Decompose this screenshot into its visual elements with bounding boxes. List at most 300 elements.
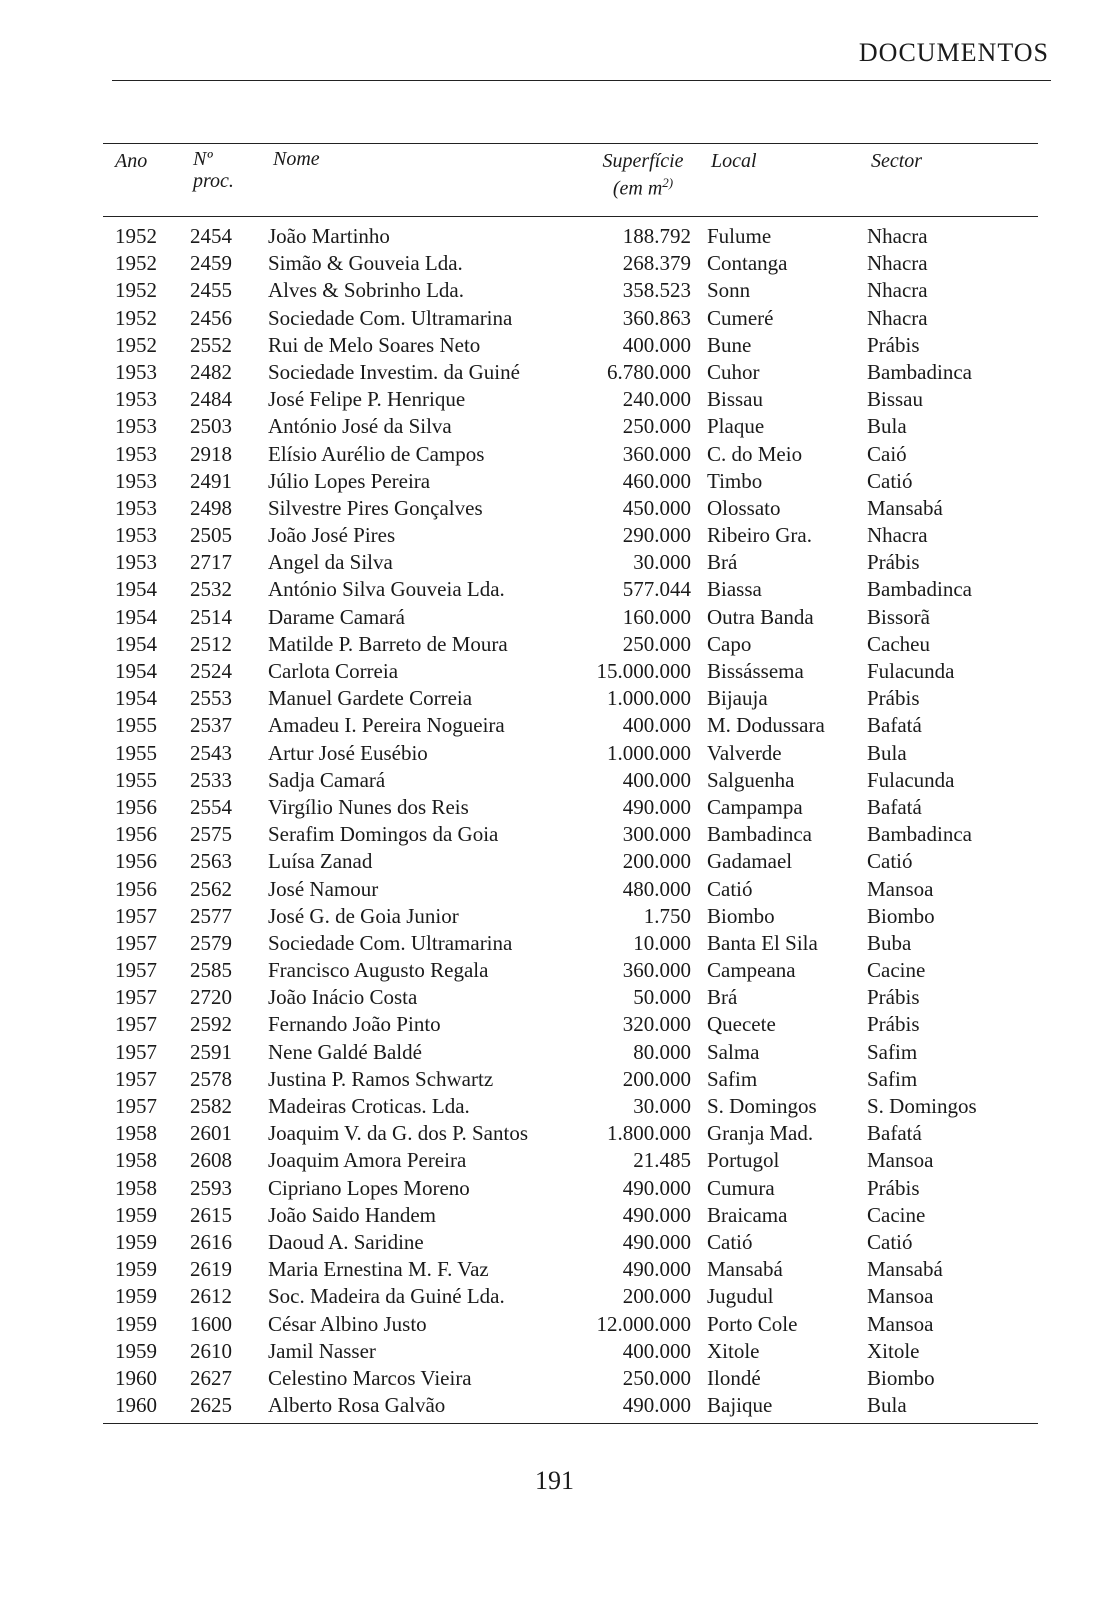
cell-proc: 2717 [190,550,232,575]
cell-superficie: 250.000 [622,414,691,439]
cell-local: Mansabá [707,1257,783,1282]
cell-ano: 1954 [115,686,157,711]
cell-sector: Cacine [867,958,926,983]
table-row [103,712,1038,739]
cell-superficie: 1.000.000 [607,740,691,765]
page-number: 191 [535,1466,574,1495]
cell-ano: 1957 [115,1066,157,1091]
cell-proc: 2533 [190,767,232,792]
header-ano: Ano [115,150,148,172]
cell-superficie: 15.000.000 [596,659,691,683]
cell-proc: 2562 [190,876,232,901]
cell-superficie: 30.000 [633,550,691,575]
cell-superficie: 1.000.000 [607,686,691,711]
cell-nome: Darame Camará [268,604,406,629]
table-row [103,794,1038,821]
table-row [103,1175,1038,1202]
cell-superficie: 250.000 [622,1365,691,1390]
cell-ano: 1957 [115,958,157,983]
cell-superficie: 400.000 [622,713,691,738]
cell-proc: 1600 [190,1311,232,1336]
cell-nome: António José da Silva [268,414,452,439]
cell-proc: 2582 [190,1094,232,1118]
cell-nome: Justina P. Ramos Schwartz [268,1066,494,1091]
cell-nome: Rui de Melo Soares Neto [268,332,481,357]
cell-local: C. do Meio [707,441,803,466]
table-row [103,604,1038,631]
cell-nome: Serafim Domingos da Goia [268,822,499,847]
cell-ano: 1957 [115,903,157,928]
cell-ano: 1953 [115,550,157,575]
cell-superficie: 21.485 [633,1148,691,1173]
table-row [103,984,1038,1011]
table-row [103,1283,1038,1310]
cell-sector: Bula [867,1393,907,1418]
table-row [103,468,1038,495]
table-row [103,332,1038,359]
cell-proc: 2577 [190,903,232,928]
cell-nome: Silvestre Pires Gonçalves [268,495,483,520]
cell-local: Banta El Sila [707,930,818,955]
cell-local: Ribeiro Gra. [707,523,812,548]
table-bottom-rule [103,1423,1038,1424]
cell-ano: 1953 [115,468,157,493]
cell-proc: 2532 [190,577,232,602]
cell-ano: 1953 [115,387,157,412]
cell-sector: Nhacra [867,305,928,330]
cell-proc: 2720 [190,985,232,1010]
cell-local: Contanga [707,251,788,276]
cell-sector: Mansoa [867,1311,934,1336]
cell-proc: 2514 [190,604,232,629]
cell-proc: 2552 [190,332,232,357]
cell-superficie: 250.000 [622,631,691,656]
table-row [103,848,1038,875]
cell-superficie: 6.780.000 [607,359,691,384]
cell-ano: 1952 [115,251,157,276]
cell-proc: 2579 [190,930,232,955]
cell-sector: Prábis [867,332,920,357]
cell-proc: 2537 [190,713,232,738]
cell-nome: Sociedade Com. Ultramarina [268,930,513,955]
cell-nome: Alberto Rosa Galvão [268,1393,446,1418]
cell-proc: 2455 [190,278,232,303]
cell-local: Quecete [707,1012,776,1037]
cell-local: Safim [707,1066,758,1091]
cell-superficie: 360.000 [622,958,691,983]
table-header-row [103,144,1038,216]
cell-proc: 2619 [190,1257,232,1282]
cell-local: Bune [707,332,752,357]
table-row [103,305,1038,332]
cell-sector: Xitole [867,1338,920,1363]
table-row [103,930,1038,957]
cell-sector: Mansabá [867,1257,943,1282]
header-superficie-sup: 2) [662,175,674,190]
cell-nome: Manuel Gardete Correia [268,686,473,711]
cell-superficie: 490.000 [622,1175,691,1200]
table-row [103,1392,1038,1419]
cell-sector: Bambadinca [867,359,972,384]
table-row [103,658,1038,685]
cell-ano: 1959 [115,1202,157,1227]
cell-proc: 2543 [190,740,232,765]
header-superficie-line2: (em m [612,177,663,200]
table-row [103,1011,1038,1038]
table-row [103,1256,1038,1283]
cell-proc: 2484 [190,387,232,412]
cell-proc: 2454 [190,224,232,248]
cell-nome: Nene Galdé Baldé [268,1039,422,1064]
cell-superficie: 12.000.000 [596,1311,691,1336]
cell-local: Brá [707,985,738,1010]
table-row [103,957,1038,984]
cell-proc: 2456 [190,305,232,330]
cell-sector: Safim [867,1039,918,1064]
cell-sector: Nhacra [867,224,928,248]
cell-proc: 2524 [190,659,232,683]
table-row [103,740,1038,767]
cell-nome: Fernando João Pinto [268,1012,441,1037]
cell-local: Biombo [707,903,775,928]
cell-ano: 1955 [115,713,157,738]
cell-sector: Biombo [867,903,935,928]
cell-sector: Bula [867,740,907,765]
cell-ano: 1954 [115,604,157,629]
cell-ano: 1957 [115,1039,157,1064]
cell-ano: 1953 [115,495,157,520]
cell-ano: 1954 [115,631,157,656]
cell-nome: Sociedade Com. Ultramarina [268,305,513,330]
cell-nome: João Saido Handem [268,1202,436,1227]
cell-ano: 1959 [115,1338,157,1363]
cell-superficie: 200.000 [622,849,691,874]
cell-nome: Júlio Lopes Pereira [268,468,431,493]
cell-local: Sonn [707,278,751,303]
cell-nome: José Namour [268,876,379,901]
cell-ano: 1955 [115,740,157,765]
cell-proc: 2918 [190,441,232,466]
cell-nome: Luísa Zanad [268,849,373,874]
table-row [103,549,1038,576]
cell-nome: Alves & Sobrinho Lda. [268,278,464,303]
cell-superficie: 480.000 [622,876,691,901]
table-row [103,413,1038,440]
cell-local: Cuhor [707,359,760,384]
cell-sector: Bambadinca [867,822,972,847]
cell-sector: Nhacra [867,278,928,303]
cell-sector: Safim [867,1066,918,1091]
cell-proc: 2625 [190,1393,232,1418]
cell-nome: Amadeu I. Pereira Nogueira [268,713,505,738]
cell-local: Ilondé [707,1365,761,1390]
cell-sector: Mansoa [867,1284,934,1309]
cell-superficie: 80.000 [633,1039,691,1064]
cell-proc: 2616 [190,1229,232,1254]
cell-sector: Bissorã [867,604,930,629]
cell-local: Capo [707,631,752,656]
cell-nome: José Felipe P. Henrique [268,387,466,412]
cell-nome: Elísio Aurélio de Campos [268,441,485,466]
cell-sector: Bafatá [867,1121,922,1146]
cell-ano: 1956 [115,794,157,819]
cell-nome: Sadja Camará [268,767,386,792]
cell-sector: Bafatá [867,794,922,819]
cell-local: Salguenha [707,767,795,792]
cell-local: Portugol [707,1148,780,1173]
header-proc-line1: Nº [193,148,213,170]
cell-superficie: 490.000 [622,794,691,819]
cell-superficie: 358.523 [622,278,691,303]
cell-nome: Artur José Eusébio [268,740,428,765]
cell-local: Bajique [707,1393,773,1418]
cell-proc: 2554 [190,794,232,819]
cell-ano: 1952 [115,332,157,357]
cell-sector: Fulacunda [867,659,955,683]
cell-superficie: 450.000 [622,495,691,520]
cell-superficie: 200.000 [622,1066,691,1091]
cell-superficie: 400.000 [622,767,691,792]
cell-sector: Catió [867,849,913,874]
cell-sector: Prábis [867,985,920,1010]
cell-superficie: 30.000 [633,1094,691,1118]
cell-sector: Cacine [867,1202,926,1227]
cell-proc: 2563 [190,849,232,874]
cell-proc: 2593 [190,1175,232,1200]
cell-sector: Cacheu [867,631,930,656]
cell-ano: 1952 [115,305,157,330]
cell-sector: Fulacunda [867,767,955,792]
cell-superficie: 1.750 [643,903,691,928]
cell-local: Gadamael [707,849,793,874]
cell-ano: 1958 [115,1175,157,1200]
table-row [103,767,1038,794]
cell-ano: 1959 [115,1229,157,1254]
cell-nome: Joaquim V. da G. dos P. Santos [268,1121,529,1146]
cell-nome: António Silva Gouveia Lda. [268,577,505,602]
cell-sector: Biombo [867,1365,935,1390]
cell-local: Cumura [707,1175,775,1200]
cell-local: Outra Banda [707,604,814,629]
cell-sector: S. Domingos [867,1094,977,1118]
cell-local: S. Domingos [707,1094,817,1118]
cell-superficie: 50.000 [633,985,691,1010]
cell-ano: 1957 [115,985,157,1010]
cell-sector: Prábis [867,1175,920,1200]
table-row [103,495,1038,522]
cell-local: Catió [707,876,753,901]
cell-ano: 1959 [115,1257,157,1282]
table-row [103,1338,1038,1365]
cell-proc: 2498 [190,495,232,520]
cell-superficie: 188.792 [622,224,691,248]
header-local: Local [711,150,757,172]
cell-local: Olossato [707,495,781,520]
table-row [103,223,1038,250]
cell-local: M. Dodussara [707,713,825,738]
header-proc [193,148,234,192]
table-row [103,1093,1038,1120]
cell-local: Brá [707,550,738,575]
table-row [103,1202,1038,1229]
cell-proc: 2615 [190,1202,232,1227]
cell-nome: Simão & Gouveia Lda. [268,251,463,276]
cell-nome: Sociedade Investim. da Guiné [268,359,520,384]
cell-local: Bijauja [707,686,768,711]
cell-nome: Virgílio Nunes dos Reis [268,794,469,819]
table-row [103,1066,1038,1093]
cell-sector: Bula [867,414,907,439]
cell-proc: 2601 [190,1121,232,1146]
cell-local: Catió [707,1229,753,1254]
cell-ano: 1959 [115,1311,157,1336]
cell-ano: 1954 [115,577,157,602]
table-row [103,576,1038,603]
cell-nome: Francisco Augusto Regala [268,958,489,983]
cell-proc: 2575 [190,822,232,847]
cell-superficie: 290.000 [622,523,691,548]
cell-local: Bissau [707,387,764,412]
cell-ano: 1956 [115,849,157,874]
cell-superficie: 460.000 [622,468,691,493]
cell-nome: Daoud A. Saridine [268,1229,424,1254]
cell-proc: 2608 [190,1148,232,1173]
cell-sector: Nhacra [867,523,928,548]
cell-superficie: 400.000 [622,1338,691,1363]
cell-sector: Nhacra [867,251,928,276]
cell-nome: João Inácio Costa [268,985,418,1010]
cell-sector: Catió [867,1229,913,1254]
cell-proc: 2585 [190,958,232,983]
cell-local: Jugudul [707,1284,774,1309]
cell-sector: Prábis [867,550,920,575]
cell-ano: 1958 [115,1121,157,1146]
cell-proc: 2505 [190,523,232,548]
cell-superficie: 577.044 [622,577,691,602]
cell-nome: João Martinho [268,224,390,248]
table-row [103,1365,1038,1392]
cell-local: Campampa [707,794,803,819]
table-row [103,1147,1038,1174]
cell-nome: Soc. Madeira da Guiné Lda. [268,1284,505,1309]
running-head-title: DOCUMENTOS [858,38,1049,67]
cell-sector: Caió [867,441,907,466]
cell-ano: 1953 [115,414,157,439]
cell-local: Xitole [707,1338,760,1363]
cell-ano: 1955 [115,767,157,792]
table-row [103,522,1038,549]
cell-proc: 2591 [190,1039,232,1064]
cell-proc: 2610 [190,1338,232,1363]
table-row [103,1229,1038,1256]
cell-sector: Prábis [867,686,920,711]
cell-superficie: 300.000 [622,822,691,847]
cell-nome: César Albino Justo [268,1311,427,1336]
cell-superficie: 320.000 [622,1012,691,1037]
cell-ano: 1957 [115,1012,157,1037]
cell-local: Salma [707,1039,760,1064]
cell-proc: 2592 [190,1012,232,1037]
cell-superficie: 240.000 [622,387,691,412]
cell-proc: 2612 [190,1284,232,1309]
cell-sector: Catió [867,468,913,493]
cell-sector: Mansabá [867,495,943,520]
cell-ano: 1953 [115,523,157,548]
cell-local: Valverde [707,740,782,765]
cell-superficie: 490.000 [622,1393,691,1418]
table-row [103,821,1038,848]
table-body [103,217,1038,1423]
table-row [103,1311,1038,1338]
cell-ano: 1960 [115,1393,157,1418]
cell-superficie: 200.000 [622,1284,691,1309]
cell-superficie: 400.000 [622,332,691,357]
cell-nome: Matilde P. Barreto de Moura [268,631,508,656]
cell-nome: José G. de Goia Junior [268,903,459,928]
cell-superficie: 360.000 [622,441,691,466]
cell-superficie: 490.000 [622,1257,691,1282]
cell-local: Braicama [707,1202,788,1227]
header-proc-line2: proc. [193,170,234,192]
cell-sector: Buba [867,930,912,955]
cell-sector: Bambadinca [867,577,972,602]
cell-nome: João José Pires [268,523,396,548]
table-row [103,250,1038,277]
cell-superficie: 10.000 [633,930,691,955]
cell-local: Campeana [707,958,796,983]
cell-local: Cumeré [707,305,774,330]
cell-nome: Joaquim Amora Pereira [268,1148,467,1173]
cell-superficie: 360.863 [622,305,691,330]
cell-local: Bissássema [707,659,804,683]
land-concessions-table [103,143,1038,1424]
cell-nome: Jamil Nasser [268,1338,376,1363]
cell-proc: 2482 [190,359,232,384]
cell-ano: 1956 [115,876,157,901]
cell-superficie: 268.379 [622,251,691,276]
header-nome: Nome [273,148,320,170]
cell-ano: 1954 [115,659,157,683]
cell-proc: 2491 [190,468,232,493]
table-row [103,386,1038,413]
cell-local: Granja Mad. [707,1121,814,1146]
cell-local: Porto Cole [707,1311,798,1336]
cell-ano: 1953 [115,359,157,384]
cell-nome: Celestino Marcos Vieira [268,1365,472,1390]
table-row [103,1039,1038,1066]
table-row [103,359,1038,386]
cell-proc: 2627 [190,1365,232,1390]
table-row [103,1120,1038,1147]
table-row [103,685,1038,712]
table-row [103,903,1038,930]
cell-local: Bambadinca [707,822,812,847]
cell-ano: 1952 [115,278,157,303]
header-sector: Sector [871,150,923,172]
cell-local: Plaque [707,414,765,439]
cell-sector: Bissau [867,387,924,412]
cell-ano: 1960 [115,1365,157,1390]
cell-nome: Maria Ernestina M. F. Vaz [268,1257,489,1282]
cell-superficie: 1.800.000 [607,1121,691,1146]
table-row [103,277,1038,304]
cell-proc: 2553 [190,686,232,711]
cell-proc: 2459 [190,251,232,276]
table-row [103,441,1038,468]
cell-sector: Mansoa [867,876,934,901]
cell-local: Biassa [707,577,762,602]
cell-ano: 1958 [115,1148,157,1173]
